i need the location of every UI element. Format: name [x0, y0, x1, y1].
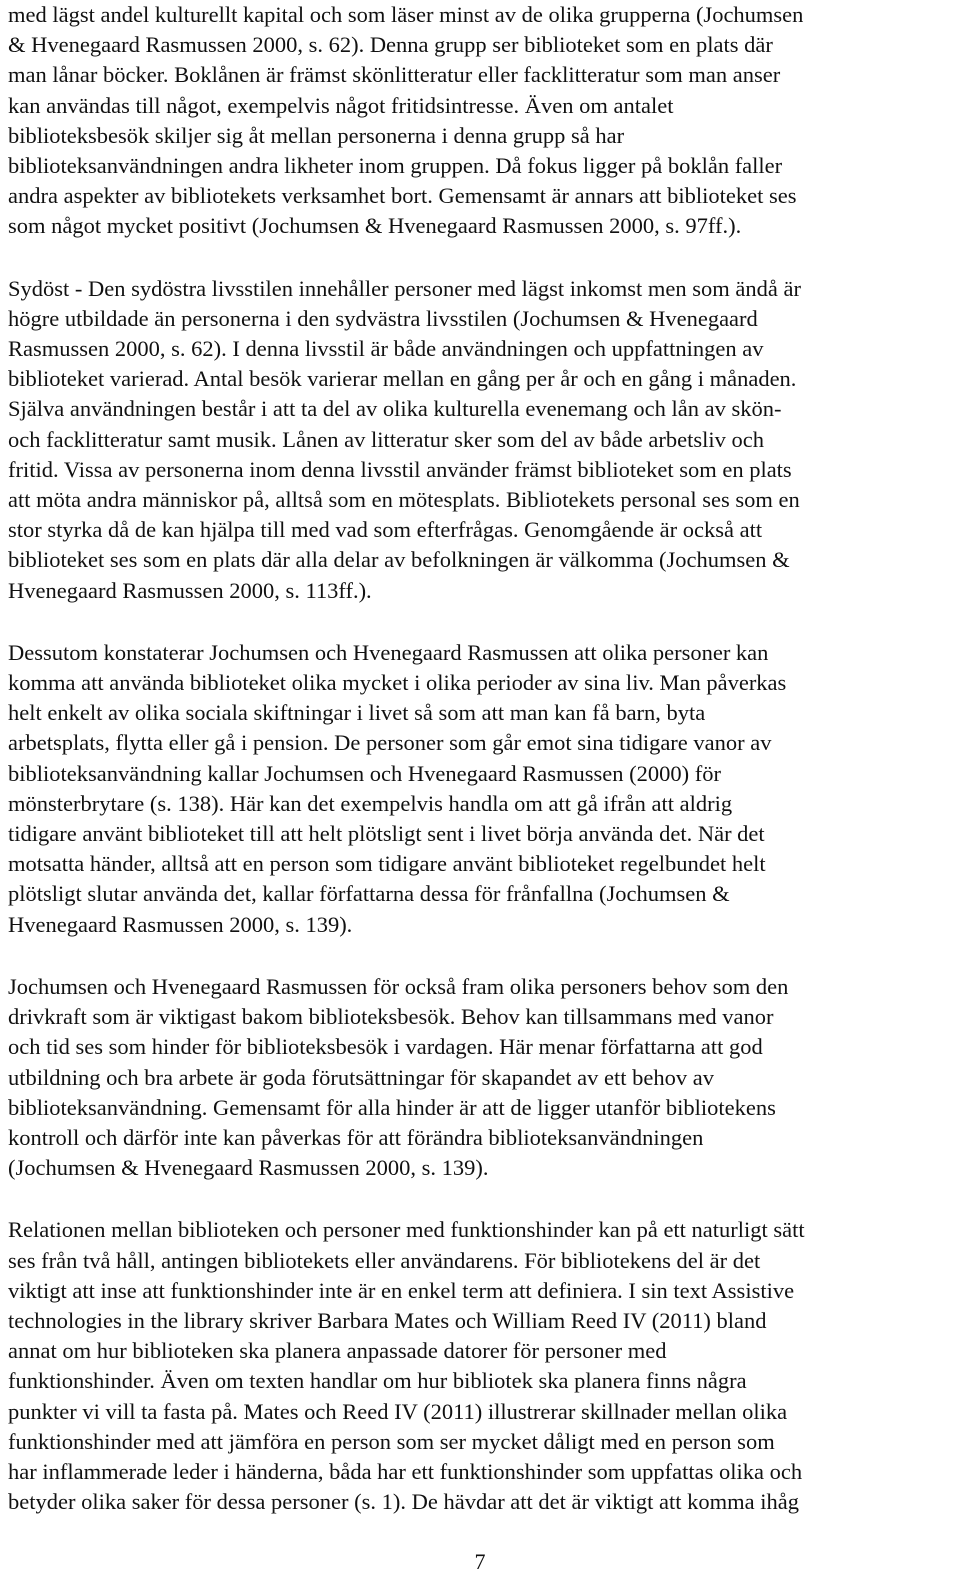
text-line: kontroll och därför inte kan påverkas för att förändra biblioteksanvändningen	[8, 1124, 704, 1150]
text-line: drivkraft som är viktigast bakom biblioteksbesök. Behov kan tillsammans med vanor	[8, 1004, 774, 1030]
paragraph-gap	[8, 1183, 952, 1215]
text-line: Rasmussen 2000, s. 62). I denna livsstil är både användningen och uppfattningen av	[8, 336, 764, 362]
text-line: Hvenegaard Rasmussen 2000, s. 139).	[8, 911, 353, 937]
text-line: har inflammerade leder i händerna, båda har ett funktionshinder som uppfattas olika och	[8, 1458, 803, 1484]
text-line: & Hvenegaard Rasmussen 2000, s. 62). Denna grupp ser biblioteket som en plats där	[8, 32, 773, 58]
text-line: fritid. Vissa av personerna inom denna livsstil använder främst biblioteket som en plats	[8, 456, 792, 482]
text-line: utbildning och bra arbete är goda förutsättningar för skapandet av ett behov av	[8, 1064, 715, 1090]
paragraph-gap	[8, 606, 952, 638]
paragraph	[8, 972, 952, 1183]
paragraph-gap	[8, 242, 952, 274]
text-line: helt enkelt av olika sociala skiftningar i livet så som att man kan få barn, byta	[8, 700, 706, 726]
text-line: kan användas till något, exempelvis något fritidsintresse. Även om antalet	[8, 92, 674, 118]
text-line: funktionshinder med att jämföra en person som ser mycket dåligt med en person som	[8, 1428, 775, 1454]
body-text	[8, 0, 952, 1517]
text-line: som något mycket positivt (Jochumsen & Hvenegaard Rasmussen 2000, s. 97ff.).	[8, 213, 742, 239]
text-line: att möta andra människor på, alltså som en mötesplats. Bibliotekets personal ses som en	[8, 487, 800, 513]
text-line: biblioteket varierad. Antal besök varierar mellan en gång per år och en gång i månaden.	[8, 366, 797, 392]
text-line: biblioteksanvändning. Gemensamt för alla hinder är att de ligger utanför bibliotekens	[8, 1094, 776, 1120]
text-line: komma att använda biblioteket olika mycket i olika perioder av sina liv. Man påverkas	[8, 670, 787, 696]
text-line: Sydöst - Den sydöstra livsstilen innehåller personer med lägst inkomst men som ändå är	[8, 275, 801, 301]
text-line: arbetsplats, flytta eller gå i pension. De personer som går emot sina tidigare vanor av	[8, 730, 772, 756]
page-number: 7	[474, 1549, 486, 1574]
text-line: och tid ses som hinder för biblioteksbesök i vardagen. Här menar författarna att god	[8, 1034, 763, 1060]
text-line: Dessutom konstaterar Jochumsen och Hvenegaard Rasmussen att olika personer kan	[8, 639, 769, 665]
paragraph	[8, 274, 952, 606]
text-line: biblioteket ses som en plats där alla delar av befolkningen är välkomma (Jochumsen &	[8, 547, 790, 573]
text-line: ses från två håll, antingen bibliotekets eller användarens. För bibliotekens del är det	[8, 1247, 761, 1273]
text-line: andra aspekter av bibliotekets verksamhet bort. Gemensamt är annars att biblioteket ses	[8, 183, 797, 209]
paragraph	[8, 638, 952, 940]
text-line: Hvenegaard Rasmussen 2000, s. 113ff.).	[8, 577, 372, 603]
paragraph	[8, 1215, 952, 1517]
text-line: motsatta händer, alltså att en person som tidigare använt biblioteket regelbundet helt	[8, 851, 766, 877]
text-line: viktigt att inse att funktionshinder inte är en enkel term att definiera. I sin text Assistive	[8, 1277, 795, 1303]
text-line: och facklitteratur samt musik. Lånen av litteratur sker som del av både arbetsliv och	[8, 426, 764, 452]
text-line: Relationen mellan biblioteken och personer med funktionshinder kan på ett naturligt sätt	[8, 1217, 805, 1243]
text-line: punkter vi vill ta fasta på. Mates och Reed IV (2011) illustrerar skillnader mellan olika	[8, 1398, 788, 1424]
text-line: med lägst andel kulturellt kapital och som läser minst av de olika grupperna (Jochumsen	[8, 2, 804, 27]
text-line: tidigare använt biblioteket till att helt plötsligt sent i livet börja använda det. När det	[8, 821, 765, 847]
text-line: plötsligt slutar använda det, kallar författarna dessa för frånfallna (Jochumsen &	[8, 881, 730, 907]
text-line: funktionshinder. Även om texten handlar om hur bibliotek ska planera finns några	[8, 1368, 747, 1394]
text-line: stor styrka då de kan hjälpa till med vad som efterfrågas. Genomgående är också att	[8, 517, 763, 543]
text-line: Själva användningen består i att ta del av olika kulturella evenemang och lån av skön-	[8, 396, 782, 422]
text-line: technologies in the library skriver Barbara Mates och William Reed IV (2011) bland	[8, 1307, 767, 1333]
paragraph	[8, 0, 952, 242]
text-line: mönsterbrytare (s. 138). Här kan det exempelvis handla om att gå ifrån att aldrig	[8, 790, 733, 816]
text-line: betyder olika saker för dessa personer (s. 1). De hävdar att det är viktigt att komma ihåg	[8, 1489, 799, 1515]
text-line: biblioteksanvändningen andra likheter inom gruppen. Då fokus ligger på boklån faller	[8, 153, 783, 179]
text-line: annat om hur biblioteken ska planera anpassade datorer för personer med	[8, 1338, 667, 1364]
text-line: (Jochumsen & Hvenegaard Rasmussen 2000, s. 139).	[8, 1155, 489, 1181]
text-line: biblioteksanvändning kallar Jochumsen och Hvenegaard Rasmussen (2000) för	[8, 760, 721, 786]
paragraph-gap	[8, 940, 952, 972]
text-line: biblioteksbesök skiljer sig åt mellan personerna i denna grupp så har	[8, 122, 625, 148]
text-line: man lånar böcker. Boklånen är främst skönlitteratur eller facklitteratur som man anser	[8, 62, 781, 88]
text-line: högre utbildade än personerna i den sydvästra livsstilen (Jochumsen & Hvenegaard	[8, 305, 758, 331]
text-line: Jochumsen och Hvenegaard Rasmussen för också fram olika personers behov som den	[8, 973, 789, 999]
